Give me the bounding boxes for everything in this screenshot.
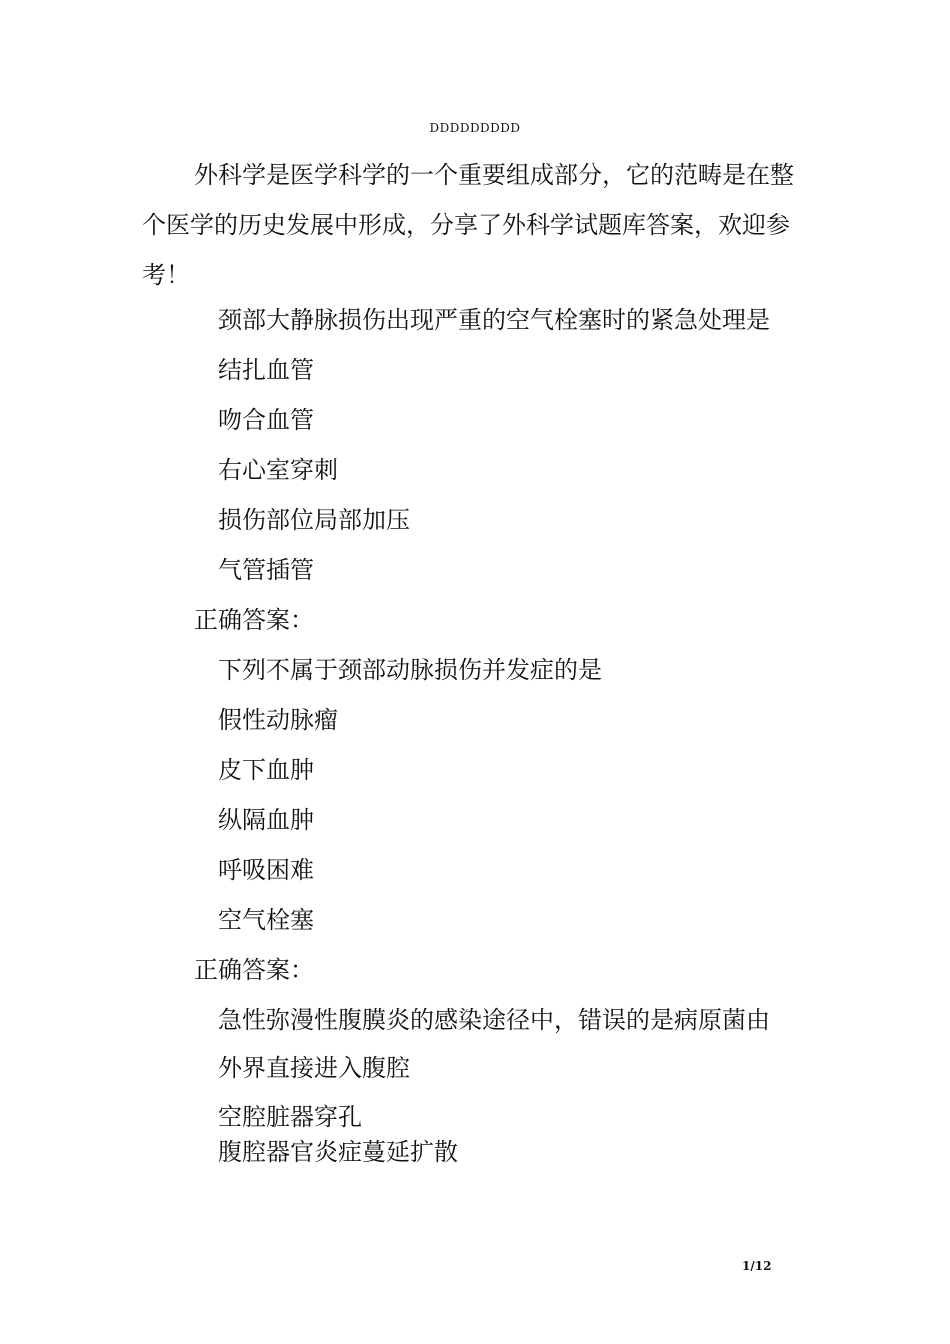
page-number: 1/12 [742, 1259, 772, 1273]
question-1-answer-label: 正确答案： [194, 606, 314, 634]
question-3-text: 急性弥漫性腹膜炎的感染途径中，错误的是病原菌由 [218, 1006, 770, 1034]
question-1-text: 颈部大静脉损伤出现严重的空气栓塞时的紧急处理是 [218, 306, 770, 334]
question-1-option-4: 损伤部位局部加压 [218, 506, 410, 534]
question-2-text: 下列不属于颈部动脉损伤并发症的是 [218, 656, 602, 684]
question-1-option-3: 右心室穿刺 [218, 456, 338, 484]
page-header: DDDDDDDDD [429, 121, 521, 135]
question-1-option-2: 吻合血管 [218, 406, 314, 434]
question-1-option-1: 结扎血管 [218, 356, 314, 384]
question-1-option-5: 气管插管 [218, 556, 314, 584]
question-3-option-1: 外界直接进入腹腔 [218, 1054, 410, 1082]
question-2-answer-label: 正确答案： [194, 956, 314, 984]
question-2-option-1: 假性动脉瘤 [218, 706, 338, 734]
question-2-option-3: 纵隔血肿 [218, 806, 314, 834]
question-2-option-2: 皮下血肿 [218, 756, 314, 784]
intro-paragraph: 外科学是医学科学的一个重要组成部分，它的范畴是在整个医学的历史发展中形成，分享了外科学试题库答案，欢迎参考！ [142, 161, 794, 289]
question-3-option-2: 空腔脏器穿孔 [218, 1103, 362, 1131]
question-2-option-4: 呼吸困难 [218, 856, 314, 884]
question-3-option-3: 腹腔器官炎症蔓延扩散 [218, 1138, 458, 1166]
question-2-option-5: 空气栓塞 [218, 906, 314, 934]
